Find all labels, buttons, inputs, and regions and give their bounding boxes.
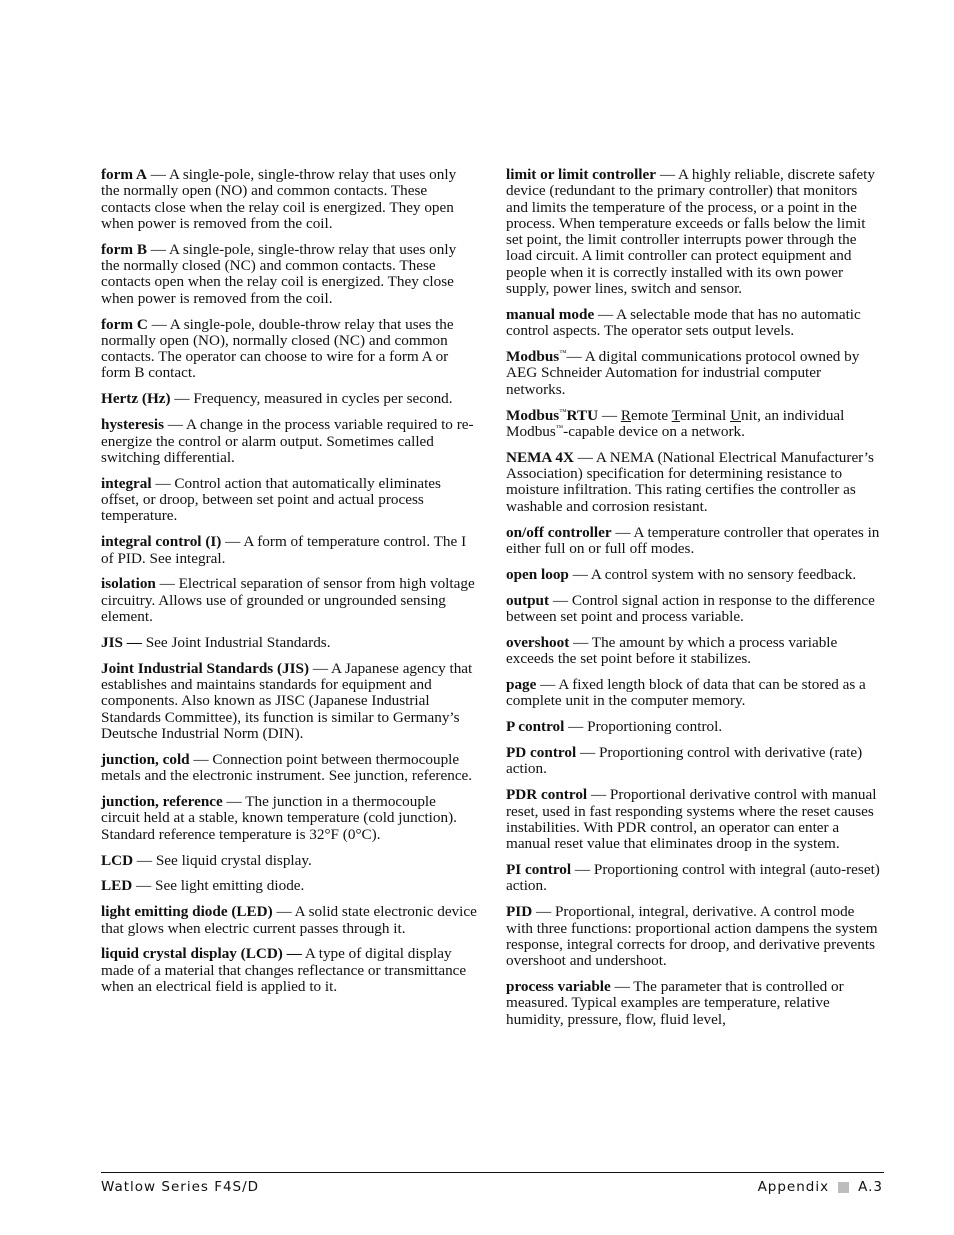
glossary-definition: A NEMA (National Electrical Manufacturer’s Association) specification for determining resistance to moisture infiltration. This rating certifies the controller as washable and corrosion resistant.: [506, 448, 874, 515]
glossary-term: limit or limit controller: [506, 166, 657, 183]
glossary-term: PI control: [506, 861, 572, 879]
glossary-definition: See Joint Industrial Standards.: [145, 633, 331, 651]
glossary-entry: LED — See light emitting diode.: [101, 877, 305, 895]
glossary-definition: See light emitting diode.: [155, 877, 305, 895]
glossary-term: Modbus: [506, 406, 560, 424]
glossary-term: PID: [506, 903, 533, 921]
glossary-left-column: [101, 167, 477, 1005]
glossary-entry: hysteresis — A change in the process variable required to re-energize the control or alarm output. Sometimes called switching differential.: [101, 416, 474, 466]
glossary-definition: See liquid crystal display.: [155, 851, 312, 869]
glossary-term: Modbus: [506, 348, 560, 366]
glossary-term: LED: [101, 877, 133, 895]
glossary-entry: limit or limit controller — A highly reliable, discrete safety device (redundant to the primary controller) that monitors and limits the temperature of the process, or a point in the process. When temperature exceeds or falls below the limit set point, the limit controller interrupts power through the load circuit. A limit controller can protect equipment and people when it is correctly installed with its own power supply, power lines, switch and sensor.: [506, 166, 875, 298]
glossary-entry: [101, 635, 477, 651]
glossary-definition: A highly reliable, discrete safety device (redundant to the primary controller) that monitors and limits the temperature of the process, or a point in the process. When temperature exceeds or falls below the limit set point, the limit controller interrupts power through the load circuit. A limit controller can protect equipment and people when it is correctly installed with its own power supply, power lines, switch and sensor.: [506, 166, 875, 298]
glossary-term: open loop: [506, 565, 569, 583]
glossary-term: overshoot: [506, 633, 570, 651]
glossary-definition: Proportioning control with integral (auto-reset) action.: [506, 861, 880, 895]
glossary-term: form A: [101, 166, 147, 183]
glossary-entry: integral — Control action that automatically eliminates offset, or droop, between set point and actual process temperature.: [101, 474, 441, 525]
glossary-term: light emitting diode (LED): [101, 903, 273, 921]
glossary-term: junction, reference: [101, 793, 223, 811]
glossary-term: PD control: [506, 744, 577, 762]
glossary-definition: Proportional derivative control with manual reset, used in fast responding systems where the reset causes instabilities. With PDR control, an operator can enter a manual reset value that eliminates droop in the system.: [506, 786, 877, 853]
glossary-entry: light emitting diode (LED) — A solid state electronic device that glows when electric current passes through it.: [101, 903, 477, 937]
glossary-entry: junction, cold — Connection point between thermocouple metals and the electronic instrument. See junction, reference.: [101, 750, 473, 785]
glossary-term: isolation: [101, 575, 156, 593]
glossary-term: NEMA 4X: [506, 448, 574, 466]
glossary-entry: page — A fixed length block of data that can be stored as a complete unit in the computer memory.: [506, 676, 866, 710]
glossary-entry: on/off controller — A temperature controller that operates in either full on or full off modes.: [506, 523, 880, 557]
page-number: A.3: [858, 1179, 883, 1195]
glossary-definition: A form of temperature control. The I of PID. See integral.: [101, 533, 467, 567]
glossary-entry: integral control (I) — A form of temperature control. The I of PID. See integral.: [101, 533, 467, 567]
acronym-letter: T: [671, 406, 680, 424]
glossary-term: output: [506, 591, 550, 609]
glossary-definition: A single-pole, double-throw relay that uses the normally open (NO), normally closed (NC) and common contacts. The operator can choose to wire for a form A or form B contact.: [101, 315, 454, 382]
glossary-entry: junction, reference — The junction in a thermocouple circuit held at a stable, known temperature (cold junction). Standard reference temperature is 32°F (0°C).: [101, 793, 457, 843]
glossary-definition: A solid state electronic device that glows when electric current passes through it.: [101, 903, 477, 937]
glossary-entry: Hertz (Hz) — Frequency, measured in cycles per second.: [101, 390, 453, 408]
trademark-symbol: ™: [559, 406, 567, 416]
glossary-term: junction, cold: [101, 750, 190, 768]
glossary-entry: PD control — Proportioning control with derivative (rate) action.: [506, 744, 863, 778]
glossary-definition: Proportioning control with derivative (rate) action.: [506, 744, 863, 778]
glossary-entry: output — Control signal action in response to the difference between set point and process variable.: [506, 591, 875, 625]
glossary-definition: A change in the process variable required to re-energize the control or alarm output. Sometimes called switching differential.: [101, 416, 474, 466]
glossary-definition: A temperature controller that operates in either full on or full off modes.: [506, 523, 880, 557]
glossary-definition: A type of digital display made of a material that changes reflectance or transmittance when an electrical field is applied to it.: [101, 945, 467, 996]
glossary-right-column: [506, 167, 882, 1038]
trademark-symbol: ™: [555, 422, 564, 432]
glossary-entry: isolation — Electrical separation of sensor from high voltage circuitry. Allows use of grounded or ungrounded sensing element.: [101, 575, 475, 625]
glossary-entry: form A — A single-pole, single-throw relay that uses only the normally open (NO) and common contacts. These contacts close when the relay coil is energized. They open when power is removed from the coil.: [101, 166, 457, 232]
glossary-definition: A digital communications protocol owned by AEG Schneider Automation for industrial computer networks.: [506, 348, 860, 398]
glossary-term: liquid crystal display (LCD) —: [101, 945, 302, 963]
glossary-term: integral: [101, 474, 152, 492]
glossary-entry: form C — A single-pole, double-throw relay that uses the normally open (NO), normally closed (NC) and common contacts. The operator can choose to wire for a form A or form B contact.: [101, 315, 454, 382]
glossary-term: manual mode: [506, 305, 595, 323]
glossary-definition: A single-pole, single-throw relay that uses only the normally closed (NC) and common contacts. These contacts open when the relay coil is energized. They close when power is removed from the coil.: [101, 240, 457, 307]
glossary-entry: process variable — The parameter that is controlled or measured. Typical examples are temperature, relative humidity, pressure, flow, fluid level,: [506, 978, 844, 1028]
footer-section-title: Appendix: [757, 1179, 830, 1195]
glossary-term: LCD: [101, 851, 134, 869]
glossary-entry: manual mode — A selectable mode that has no automatic control aspects. The operator sets output levels.: [506, 305, 861, 340]
glossary-definition: Proportioning control.: [587, 718, 723, 736]
acronym-letter: U: [730, 406, 742, 424]
glossary-term: on/off controller: [506, 523, 612, 541]
glossary-definition: The junction in a thermocouple circuit held at a stable, known temperature (cold junction). Standard reference temperature is 32°F (0°C).: [101, 793, 457, 843]
glossary-definition: A fixed length block of data that can be stored as a complete unit in the computer memory.: [506, 676, 866, 710]
glossary-entry: P control — Proportioning control.: [506, 718, 723, 736]
glossary-entry: open loop — A control system with no sensory feedback.: [506, 565, 857, 583]
glossary-entry: Modbus™RTU — Remote Terminal Unit, an individual Modbus™-capable device on a network.: [506, 406, 845, 440]
glossary-entry: Joint Industrial Standards (JIS) — A Japanese agency that establishes and maintains standards for equipment and components. Also known as JISC (Japanese Industrial Standards Committee), its function is similar to Germany’s Deutsche Industrial Norm (DIN).: [101, 659, 473, 742]
glossary-definition: A single-pole, single-throw relay that uses only the normally open (NO) and common contacts. These contacts close when the relay coil is energized. They open when power is removed from the coil.: [101, 166, 457, 232]
glossary-term: integral control (I): [101, 533, 222, 551]
glossary-term: form B: [101, 240, 147, 258]
trademark-symbol: ™: [559, 348, 567, 358]
glossary-entry: PID — Proportional, integral, derivative. A control mode with three functions: proportional action dampens the system response, integral corrects for droop, and derivative prevents overshoot and undershoot.: [506, 903, 878, 970]
glossary-entry: Modbus™— A digital communications protocol owned by AEG Schneider Automation for industrial computer networks.: [506, 348, 860, 398]
glossary-term: P control: [506, 718, 565, 736]
footer-rule: [101, 1172, 884, 1173]
glossary-definition: Proportional, integral, derivative. A control mode with three functions: proportional action dampens the system response, integral corrects for droop, and derivative prevents overshoot and undershoot.: [506, 903, 878, 970]
glossary-entry: overshoot — The amount by which a process variable exceeds the set point before it stabilizes.: [506, 633, 838, 668]
footer-page-label: [758, 1179, 883, 1195]
glossary-definition: A selectable mode that has no automatic control aspects. The operator sets output levels.: [506, 305, 861, 340]
glossary-definition: A Japanese agency that establishes and maintains standards for equipment and components. Also known as JISC (Japanese Industrial Standards Committee), its function is similar to Germany’s Deutsche Industrial Norm (DIN).: [101, 659, 473, 742]
glossary-term: PDR control: [506, 786, 588, 804]
footer-product-name: Watlow Series F4S/D: [101, 1179, 260, 1195]
glossary-definition: Electrical separation of sensor from high voltage circuitry. Allows use of grounded or ungrounded sensing element.: [101, 575, 475, 625]
glossary-definition: Control signal action in response to the difference between set point and process variable.: [506, 591, 875, 625]
glossary-definition: Frequency, measured in cycles per second.: [193, 390, 453, 408]
glossary-term: Hertz (Hz): [101, 390, 171, 408]
glossary-entry: [101, 946, 477, 995]
glossary-term: page: [506, 676, 537, 694]
square-marker-icon: [838, 1182, 849, 1193]
glossary-entry: NEMA 4X — A NEMA (National Electrical Manufacturer’s Association) specification for determining resistance to moisture infiltration. This rating certifies the controller as washable and corrosion resistant.: [506, 448, 874, 515]
acronym-letter: R: [620, 406, 632, 424]
glossary-term-suffix: RTU: [566, 406, 599, 424]
glossary-term: process variable: [506, 978, 611, 996]
glossary-term: JIS —: [101, 633, 142, 651]
glossary-entry: LCD — See liquid crystal display.: [101, 851, 312, 869]
glossary-definition: Connection point between thermocouple metals and the electronic instrument. See junction, reference.: [101, 750, 473, 785]
glossary-entry: form B — A single-pole, single-throw relay that uses only the normally closed (NC) and common contacts. These contacts open when the relay coil is energized. They close when power is removed from the coil.: [101, 240, 457, 307]
glossary-definition: A control system with no sensory feedback.: [590, 565, 857, 583]
glossary-entry: PI control — Proportioning control with integral (auto-reset) action.: [506, 861, 880, 895]
glossary-definition: Control action that automatically eliminates offset, or droop, between set point and actual process temperature.: [101, 474, 441, 525]
glossary-term: hysteresis: [101, 416, 164, 434]
glossary-definition: The parameter that is controlled or measured. Typical examples are temperature, relative humidity, pressure, flow, fluid level,: [506, 978, 844, 1028]
glossary-term: form C: [101, 315, 148, 333]
glossary-term: Joint Industrial Standards (JIS): [101, 659, 310, 677]
glossary-definition: The amount by which a process variable exceeds the set point before it stabilizes.: [506, 633, 838, 668]
glossary-entry: PDR control — Proportional derivative control with manual reset, used in fast responding systems where the reset causes instabilities. With PDR control, an operator can enter a manual reset value that eliminates droop in the system.: [506, 786, 877, 853]
